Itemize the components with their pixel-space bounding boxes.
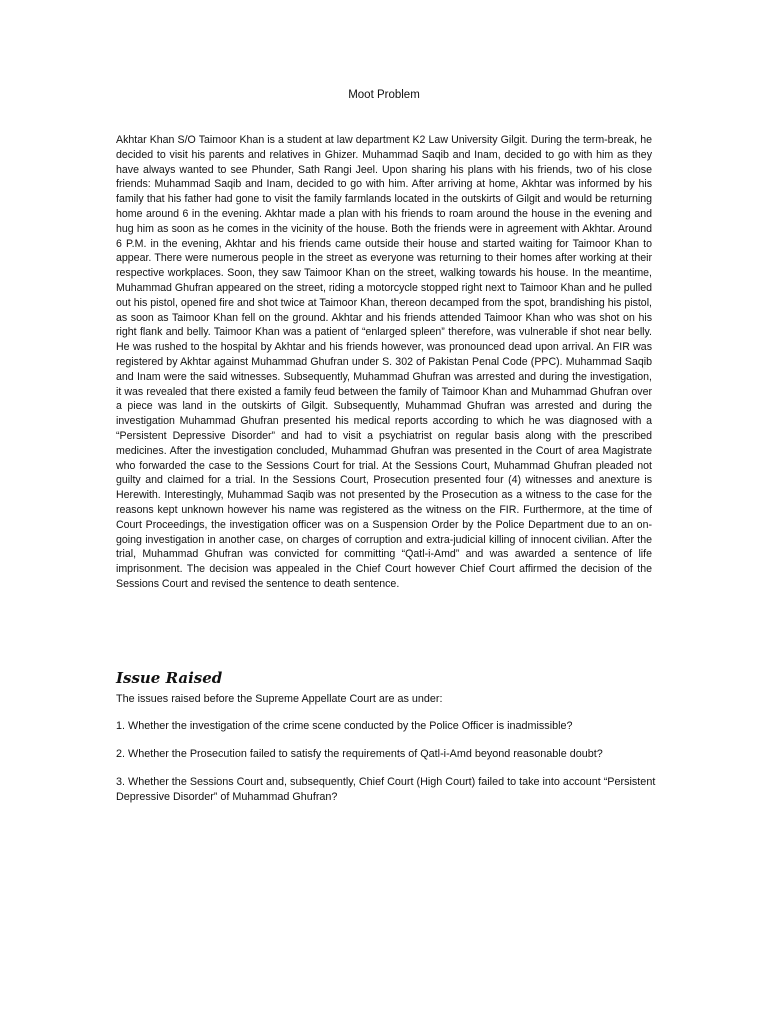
issue-item-2: 2. Whether the Prosecution failed to satisfy the requirements of Qatl-i-Amd beyond reasonable doubt? bbox=[116, 748, 603, 761]
issues-heading: Issue Raised bbox=[116, 669, 223, 687]
issue-item-1: 1. Whether the investigation of the crime scene conducted by the Police Officer is inadmissible? bbox=[116, 720, 573, 733]
issue-item-3: 3. Whether the Sessions Court and, subsequently, Chief Court (High Court) failed to take into account “Persistent Depressive Disorder” of Muhammad Ghufran? bbox=[116, 775, 656, 803]
case-facts-paragraph: Akhtar Khan S/O Taimoor Khan is a student at law department K2 Law University Gilgit. During the term-break, he decided to visit his parents and relatives in Ghizer. Muhammad Saqib and Inam, decided to go with him as they have always wanted to see Phunder, Sath Rangi Jeel. Upon sharing his plans with his friends, two of his close friends: Muhammad Saqib and Inam, decided to go with him. After arriving at home, Akhtar was informed by his family that his father had gone to visit the family farmlands located in the outskirts of Gilgit and would be returning home around 6 in the evening. Akhtar made a plan with his friends to roam around the house in the evening and hug him as soon as he comes in the vicinity of the house. Both the friends were in agreement with Akhtar. Around 6 P.M. in the evening, Akhtar and his friends came outside their house and started waiting for Taimoor Khan to appear. There were numerous people in the street as everyone was returning to their homes after working at their respective workplaces. Soon, they saw Taimoor Khan on the street, walking towards his house. In the meantime, Muhammad Ghufran appeared on the street, riding a motorcycle stopped right next to Taimoor Khan and he pulled out his pistol, opened fire and shot twice at Taimoor Khan, thereon decamped from the spot, brandishing his pistol, as soon as Taimoor Khan fell on the ground. Akhtar and his friends attended Taimoor Khan who was shot on his right flank and belly. Taimoor Khan was a patient of “enlarged spleen” therefore, was vulnerable if shot near belly. He was rushed to the hospital by Akhtar and his friends however, was pronounced dead upon arrival. An FIR was registered by Akhtar against Muhammad Ghufran under S. 302 of Pakistan Penal Code (PPC). Muhammad Saqib and Inam were the said witnesses. Subsequently, Muhammad Ghufran was arrested and during the investigation, it was revealed that there existed a family feud between the family of Taimoor Khan and Muhammad Ghufran over a piece was land in the outskirts of Gilgit. Subsequently, Muhammad Ghufran was arrested and during the investigation Muhammad Ghufran presented his medical reports according to which he was diagnosed with a “Persistent Depressive Disorder” and had to visit a psychiatrist on regular basis along with the prescribed medicines. After the investigation concluded, Muhammad Ghufran was presented in the Court of area Magistrate who forwarded the case to the Sessions Court for trial. At the Sessions Court, Muhammad Ghufran pleaded not guilty and claimed for a trial. In the Sessions Court, Prosecution presented four (4) witnesses and anexture is Herewith. Interestingly, Muhammad Saqib was not presented by the Prosecution as a witness to the case for the reasons kept unknown however his name was registered as the witness on the FIR. Furthermore, at the time of Court Proceedings, the investigation officer was on a Suspension Order by the Police Department due to an on-going investigation in another case, on charges of corruption and extra-judicial killing of innocent civilian. After the trial, Muhammad Ghufran was convicted for committing “Qatl-i-Amd” and was awarded a sentence of life imprisonment. The decision was appealed in the Chief Court however Chief Court affirmed the decision of the Sessions Court and revised the sentence to death sentence. bbox=[116, 134, 652, 590]
document-title: Moot Problem bbox=[348, 89, 420, 101]
issues-intro: The issues raised before the Supreme Appellate Court are as under: bbox=[116, 693, 443, 705]
issues-section bbox=[116, 692, 676, 804]
